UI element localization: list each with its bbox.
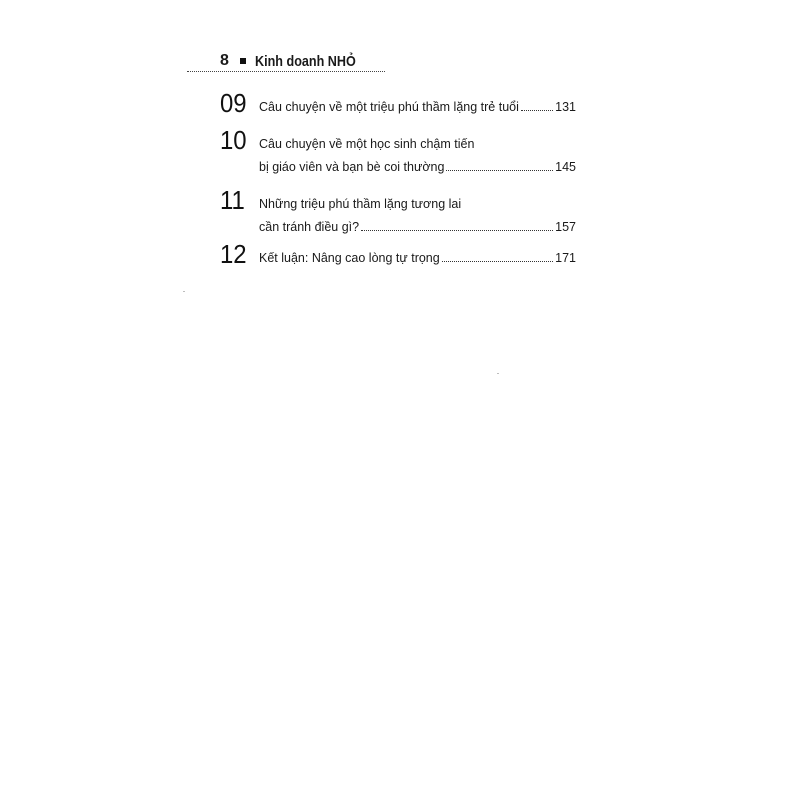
scan-speck	[497, 373, 499, 374]
chapter-number: 09	[220, 88, 247, 118]
chapter-number: 12	[220, 239, 247, 269]
entry-text	[259, 193, 576, 239]
chapter-number: 11	[220, 185, 245, 215]
entry-text	[259, 96, 576, 119]
entry-line	[259, 216, 576, 239]
entry-page-number: 157	[555, 220, 576, 234]
entry-line	[259, 193, 576, 216]
entry-text	[259, 247, 576, 270]
entry-page-number: 171	[555, 251, 576, 265]
entry-line	[259, 247, 576, 270]
entry-page-number: 145	[555, 160, 576, 174]
entry-title: Kết luận: Nâng cao lòng tự trọng	[259, 251, 440, 265]
book-title: Kinh doanh NHỎ	[254, 52, 356, 70]
entry-page-number: 131	[555, 100, 576, 114]
dot-leader	[361, 229, 553, 231]
entry-title: bị giáo viên và bạn bè coi thường	[259, 160, 445, 174]
entry-title: Câu chuyện về một triệu phú thầm lặng trẻ tuổi	[259, 100, 519, 114]
entry-line	[259, 133, 576, 156]
scan-speck	[183, 291, 185, 292]
entry-text	[259, 133, 576, 179]
page-number: 8	[220, 52, 229, 69]
dot-leader	[521, 109, 553, 111]
entry-title: Câu chuyện về một học sinh chậm tiến	[259, 137, 475, 151]
entry-title: Những triệu phú thầm lặng tương lai	[259, 197, 462, 211]
dot-leader	[442, 260, 553, 262]
header-dotted-rule	[187, 71, 385, 72]
dot-leader	[446, 169, 553, 171]
bullet-icon	[240, 58, 246, 64]
entry-line	[259, 156, 576, 179]
entry-title: cần tránh điều gì?	[259, 220, 360, 234]
chapter-number: 10	[220, 125, 247, 155]
entry-line	[259, 96, 576, 119]
